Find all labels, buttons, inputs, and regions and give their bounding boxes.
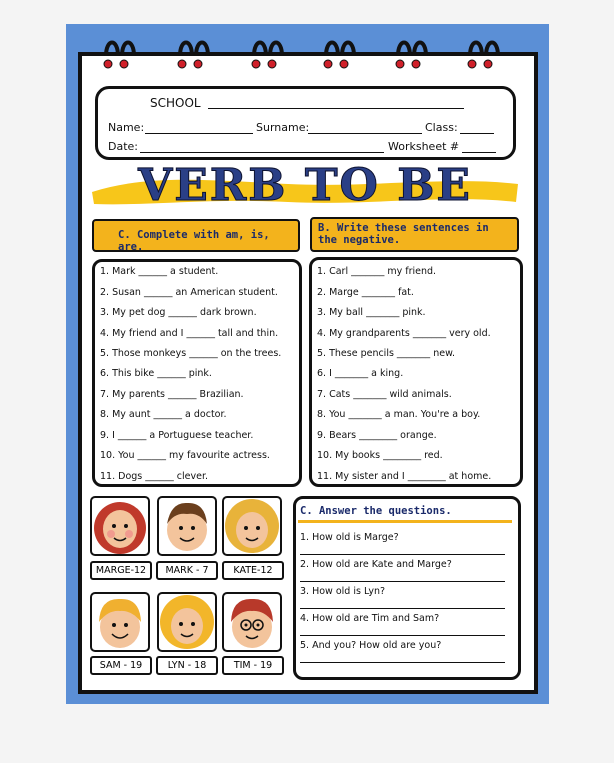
worksheet-label: Worksheet # xyxy=(388,140,460,153)
date-label: Date: xyxy=(108,140,138,153)
kate-portrait-icon xyxy=(222,496,282,556)
answer-line[interactable] xyxy=(300,662,505,663)
list-item: 7. My parents ______ Brazilian. xyxy=(100,389,244,400)
list-item: 8. My aunt ______ a doctor. xyxy=(100,409,227,420)
class-field[interactable] xyxy=(460,133,494,134)
list-item: 9. I ______ a Portuguese teacher. xyxy=(100,430,254,441)
list-item: 1. Mark ______ a student. xyxy=(100,266,219,277)
spiral-ring-icon xyxy=(100,34,140,74)
list-item: 9. Bears ________ orange. xyxy=(317,430,437,441)
answer-line[interactable] xyxy=(300,608,505,609)
list-item: 11. Dogs ______ clever. xyxy=(100,471,209,482)
list-item: 8. You _______ a man. You're a boy. xyxy=(317,409,481,420)
list-item: 7. Cats _______ wild animals. xyxy=(317,389,452,400)
person-tag: KATE-12 xyxy=(222,561,284,580)
list-item: 6. I _______ a king. xyxy=(317,368,404,379)
surname-label: Surname: xyxy=(256,121,310,134)
spiral-ring-icon xyxy=(174,34,214,74)
answer-line[interactable] xyxy=(300,581,505,582)
list-item: 5. These pencils _______ new. xyxy=(317,348,455,359)
person-tag: SAM - 19 xyxy=(90,656,152,675)
list-item: 2. Marge _______ fat. xyxy=(317,287,414,298)
mark-portrait-icon xyxy=(157,496,217,556)
person-tag: TIM - 19 xyxy=(222,656,284,675)
date-field[interactable] xyxy=(140,152,384,153)
answer-section-label: C. Answer the questions. xyxy=(300,505,452,517)
list-item: 4. My friend and I ______ tall and thin. xyxy=(100,328,279,339)
tim-portrait-icon xyxy=(222,592,282,652)
spiral-ring-icon xyxy=(248,34,288,74)
marge-portrait-icon xyxy=(90,496,150,556)
worksheet-number-field[interactable] xyxy=(462,152,496,153)
sam-portrait-icon xyxy=(90,592,150,652)
person-tag: MARGE-12 xyxy=(90,561,152,580)
person-tag: LYN - 18 xyxy=(156,656,218,675)
class-label: Class: xyxy=(425,121,458,134)
school-field[interactable] xyxy=(208,108,464,109)
school-label: SCHOOL xyxy=(150,96,201,110)
list-item: 3. My pet dog ______ dark brown. xyxy=(100,307,257,318)
question-item: 1. How old is Marge? xyxy=(300,532,399,543)
lyn-portrait-icon xyxy=(157,592,217,652)
list-item: 2. Susan ______ an American student. xyxy=(100,287,278,298)
question-item: 5. And you? How old are you? xyxy=(300,640,442,651)
list-item: 6. This bike ______ pink. xyxy=(100,368,212,379)
question-item: 2. How old are Kate and Marge? xyxy=(300,559,452,570)
surname-field[interactable] xyxy=(308,133,422,134)
question-item: 4. How old are Tim and Sam? xyxy=(300,613,440,624)
answer-label-underline xyxy=(298,520,512,523)
answer-line[interactable] xyxy=(300,554,505,555)
worksheet-title: VERB TO BE xyxy=(138,160,472,211)
spiral-ring-icon xyxy=(464,34,504,74)
person-tag: MARK - 7 xyxy=(156,561,218,580)
list-item: 4. My grandparents _______ very old. xyxy=(317,328,491,339)
section-c-label: C. Complete with am, is, are. xyxy=(92,219,300,252)
list-item: 10. My books ________ red. xyxy=(317,450,443,461)
answer-line[interactable] xyxy=(300,635,505,636)
list-item: 10. You ______ my favourite actress. xyxy=(100,450,270,461)
spiral-ring-icon xyxy=(320,34,360,74)
question-item: 3. How old is Lyn? xyxy=(300,586,386,597)
name-field[interactable] xyxy=(145,133,253,134)
list-item: 3. My ball _______ pink. xyxy=(317,307,426,318)
section-b-label: B. Write these sentences in the negative. xyxy=(310,217,519,252)
list-item: 5. Those monkeys ______ on the trees. xyxy=(100,348,282,359)
name-label: Name: xyxy=(108,121,145,134)
spiral-ring-icon xyxy=(392,34,432,74)
list-item: 1. Carl _______ my friend. xyxy=(317,266,437,277)
list-item: 11. My sister and I ________ at home. xyxy=(317,471,492,482)
